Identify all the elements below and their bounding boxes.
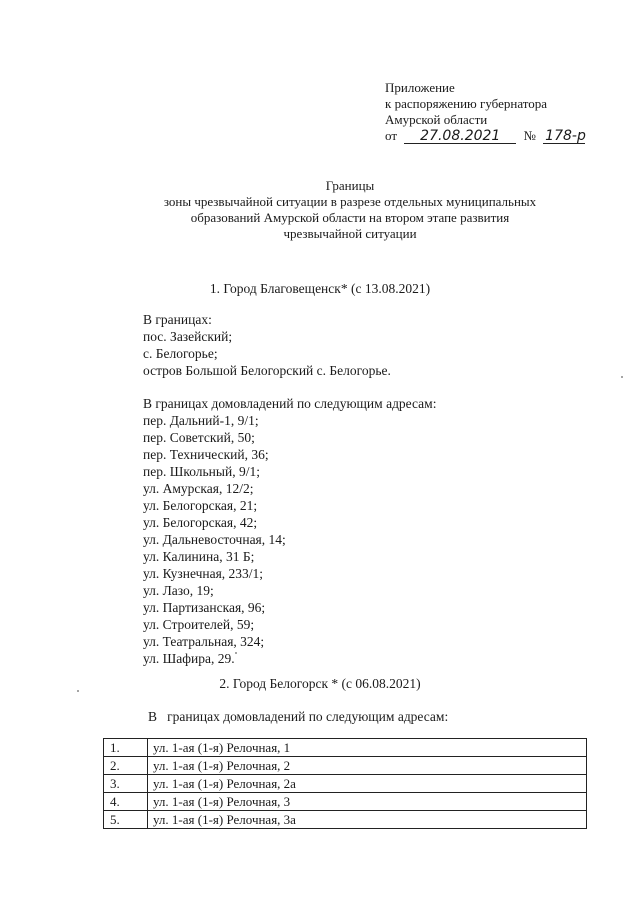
section-2-heading: 2. Город Белогорск * (с 06.08.2021) [219,676,421,691]
document-title [130,178,570,242]
date-prefix: от [385,128,398,143]
title-line-4: чрезвычайной ситуации [283,226,417,241]
handwritten-number: 178-р [545,128,586,144]
address-item: пер. Технический, 36; [143,447,269,462]
address-item: ул. Строителей, 59; [143,617,255,632]
title-line-2: зоны чрезвычайной ситуации в разрезе отдельных муниципальных [163,194,537,209]
section-1-borders [143,311,391,379]
border-item: с. Белогорье; [143,346,218,361]
row-number: 2. [104,757,148,775]
appendix-line-2: к распоряжению губернатора [385,96,548,111]
address-item: ул. Шафира, 29. [143,651,235,666]
address-item: пер. Дальний-1, 9/1; [143,413,259,428]
address-item: ул. Калинина, 31 Б; [143,549,255,564]
addresses-label: В границах домовладений по следующим адресам: [148,709,449,724]
appendix-line-3: Амурской области [385,112,488,127]
row-address: ул. 1-ая (1-я) Релочная, 2 [148,757,587,775]
number-sign: № [523,128,536,143]
section-2-label [148,708,448,725]
appendix-date-line [385,128,585,144]
row-address: ул. 1-ая (1-я) Релочная, 2а [148,775,587,793]
address-item: ул. Белогорская, 21; [143,498,258,513]
borders-label: В границах: [143,312,212,327]
row-number: 4. [104,793,148,811]
address-table [103,738,587,829]
row-address: ул. 1-ая (1-я) Релочная, 3а [148,811,587,829]
title-line-3: образований Амурской области на втором этапе развития [190,210,510,225]
address-item: ул. Амурская, 12/2; [143,481,254,496]
table-row [104,811,587,829]
address-item: ул. Дальневосточная, 14; [143,532,286,547]
row-number: 3. [104,775,148,793]
address-item: ул. Лазо, 19; [143,583,214,598]
scan-speck [77,690,79,692]
border-item: остров Большой Белогорский с. Белогорье. [143,363,391,378]
address-item: пер. Школьный, 9/1; [143,464,260,479]
address-item: ул. Белогорская, 42; [143,515,258,530]
table-row [104,793,587,811]
appendix-block [385,80,585,144]
address-item: ул. Театральная, 324; [143,634,265,649]
section-1-heading: 1. Город Благовещенск* (с 13.08.2021) [209,281,431,296]
title-line-1: Границы [325,178,375,193]
scan-speck [235,652,237,654]
address-item: ул. Кузнечная, 233/1; [143,566,264,581]
scan-speck [621,376,623,378]
address-item: пер. Советский, 50; [143,430,255,445]
border-item: пос. Зазейский; [143,329,233,344]
addresses-label: В границах домовладений по следующим адресам: [143,396,437,411]
row-number: 5. [104,811,148,829]
section-1-addresses [143,395,436,667]
row-address: ул. 1-ая (1-я) Релочная, 1 [148,739,587,757]
appendix-line-1: Приложение [385,80,455,95]
address-item: ул. Партизанская, 96; [143,600,266,615]
row-number: 1. [104,739,148,757]
table-row [104,757,587,775]
handwritten-date: 27.08.2021 [404,129,516,144]
row-address: ул. 1-ая (1-я) Релочная, 3 [148,793,587,811]
table-row [104,739,587,757]
table-row [104,775,587,793]
